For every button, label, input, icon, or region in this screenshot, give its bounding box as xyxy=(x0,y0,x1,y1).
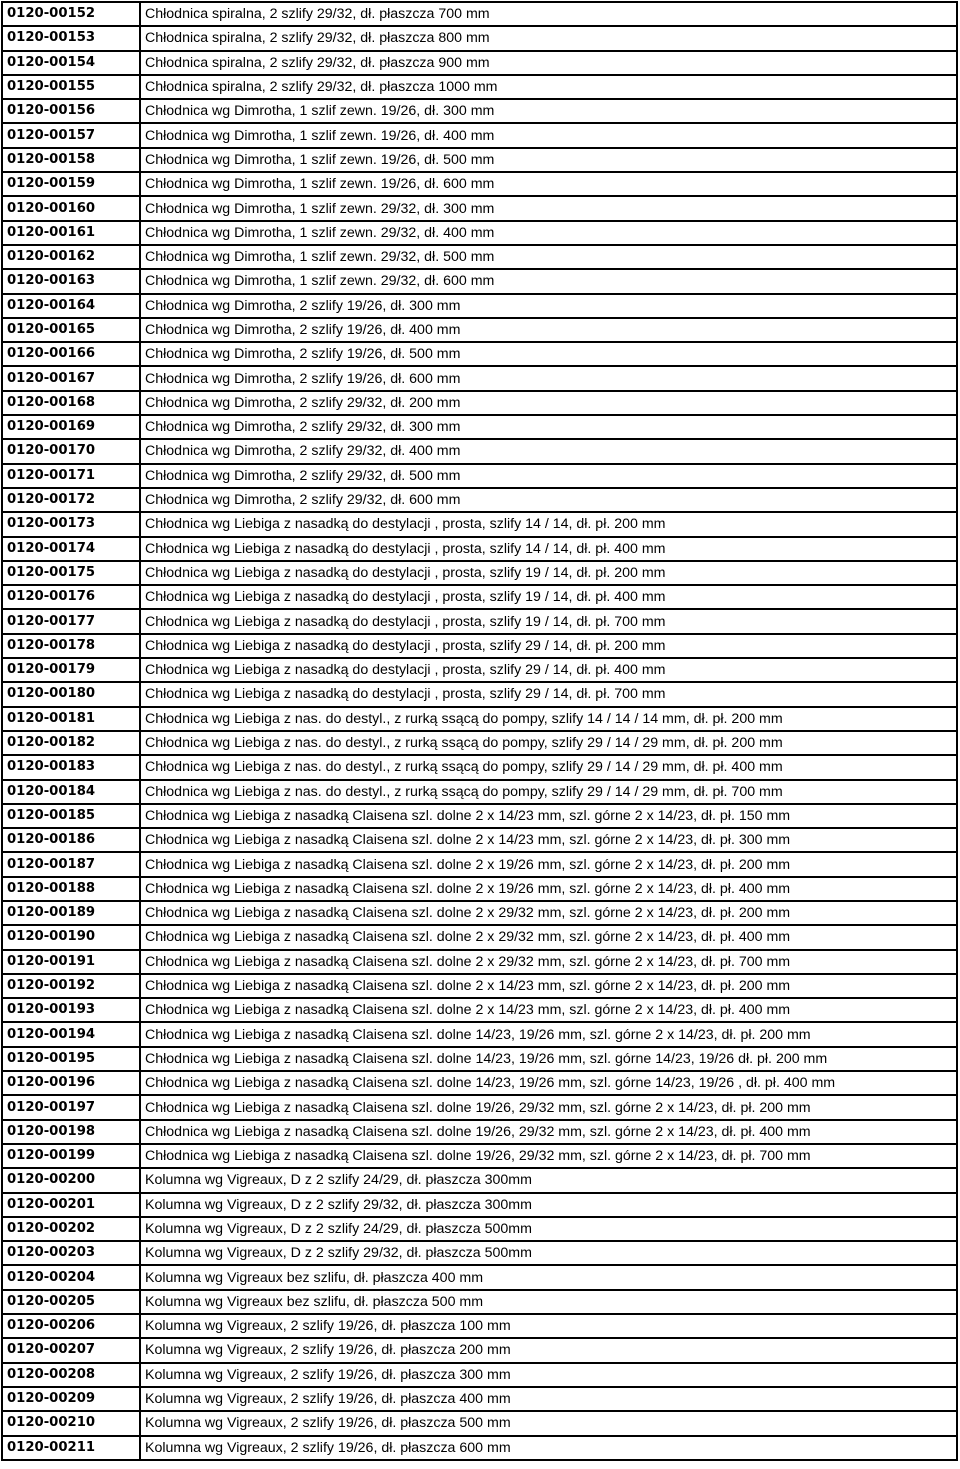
product-code-cell: 0120-00178 xyxy=(2,634,140,658)
product-description-cell: Chłodnica wg Dimrotha, 1 szlif zewn. 29/32, dł. 500 mm xyxy=(140,245,957,269)
product-description-cell: Chłodnica wg Liebiga z nasadką Claisena szl. dolne 19/26, 29/32 mm, szl. górne 2 x 14/23, dł. pł. 700 mm xyxy=(140,1144,957,1168)
table-row xyxy=(2,1168,957,1192)
product-description-cell: Chłodnica wg Dimrotha, 2 szlify 19/26, dł. 500 mm xyxy=(140,342,957,366)
table-row xyxy=(2,269,957,293)
table-row xyxy=(2,780,957,804)
product-code-cell: 0120-00153 xyxy=(2,26,140,50)
table-row xyxy=(2,196,957,220)
table-row xyxy=(2,1387,957,1411)
product-code-cell: 0120-00188 xyxy=(2,877,140,901)
product-description-cell: Chłodnica wg Liebiga z nasadką Claisena szl. dolne 2 x 14/23 mm, szl. górne 2 x 14/23, dł. pł. 400 mm xyxy=(140,998,957,1022)
product-description-cell: Chłodnica wg Liebiga z nasadką Claisena szl. dolne 14/23, 19/26 mm, szl. górne 2 x 14/23, dł. pł. 200 mm xyxy=(140,1022,957,1046)
product-code-cell: 0120-00167 xyxy=(2,366,140,390)
product-description-cell: Chłodnica wg Liebiga z nasadką Claisena szl. dolne 19/26, 29/32 mm, szl. górne 2 x 14/23, dł. pł. 200 mm xyxy=(140,1095,957,1119)
table-row xyxy=(2,172,957,196)
product-code-cell: 0120-00192 xyxy=(2,974,140,998)
product-code-cell: 0120-00172 xyxy=(2,488,140,512)
table-row xyxy=(2,925,957,949)
product-code-cell: 0120-00205 xyxy=(2,1290,140,1314)
product-code-cell: 0120-00209 xyxy=(2,1387,140,1411)
product-code-cell: 0120-00191 xyxy=(2,950,140,974)
product-description-cell: Kolumna wg Vigreaux, 2 szlify 19/26, dł. płaszcza 600 mm xyxy=(140,1436,957,1460)
product-description-cell: Chłodnica spiralna, 2 szlify 29/32, dł. płaszcza 700 mm xyxy=(140,2,957,26)
product-description-cell: Chłodnica wg Dimrotha, 2 szlify 29/32, dł. 200 mm xyxy=(140,391,957,415)
product-description-cell: Chłodnica wg Dimrotha, 1 szlif zewn. 19/26, dł. 300 mm xyxy=(140,99,957,123)
table-row xyxy=(2,123,957,147)
table-row xyxy=(2,366,957,390)
product-code-cell: 0120-00160 xyxy=(2,196,140,220)
product-code-cell: 0120-00204 xyxy=(2,1265,140,1289)
product-description-cell: Chłodnica wg Dimrotha, 2 szlify 19/26, dł. 600 mm xyxy=(140,366,957,390)
product-description-cell: Chłodnica wg Dimrotha, 2 szlify 29/32, dł. 300 mm xyxy=(140,415,957,439)
product-code-cell: 0120-00181 xyxy=(2,707,140,731)
table-row xyxy=(2,755,957,779)
product-description-cell: Kolumna wg Vigreaux, 2 szlify 19/26, dł. płaszcza 200 mm xyxy=(140,1338,957,1362)
product-code-cell: 0120-00157 xyxy=(2,123,140,147)
product-description-cell: Chłodnica wg Liebiga z nasadką Claisena szl. dolne 2 x 29/32 mm, szl. górne 2 x 14/23, dł. pł. 400 mm xyxy=(140,925,957,949)
product-code-cell: 0120-00185 xyxy=(2,804,140,828)
product-description-cell: Chłodnica wg Liebiga z nasadką Claisena szl. dolne 2 x 29/32 mm, szl. górne 2 x 14/23, dł. pł. 700 mm xyxy=(140,950,957,974)
product-code-cell: 0120-00208 xyxy=(2,1363,140,1387)
product-code-cell: 0120-00152 xyxy=(2,2,140,26)
product-code-cell: 0120-00183 xyxy=(2,755,140,779)
table-row xyxy=(2,609,957,633)
product-code-cell: 0120-00162 xyxy=(2,245,140,269)
table-row xyxy=(2,1144,957,1168)
table-row xyxy=(2,391,957,415)
product-code-cell: 0120-00184 xyxy=(2,780,140,804)
product-description-cell: Chłodnica wg Liebiga z nasadką Claisena szl. dolne 14/23, 19/26 mm, szl. górne 14/23, 19/26 dł. pł. 200 mm xyxy=(140,1047,957,1071)
table-row xyxy=(2,245,957,269)
product-description-cell: Chłodnica wg Liebiga z nasadką do destylacji , prosta, szlify 19 / 14, dł. pł. 200 mm xyxy=(140,561,957,585)
table-row xyxy=(2,1290,957,1314)
table-row xyxy=(2,99,957,123)
product-table xyxy=(1,1,958,1461)
product-description-cell: Chłodnica wg Liebiga z nasadką do destylacji , prosta, szlify 14 / 14, dł. pł. 400 mm xyxy=(140,537,957,561)
product-description-cell: Chłodnica wg Dimrotha, 2 szlify 29/32, dł. 400 mm xyxy=(140,439,957,463)
table-row xyxy=(2,148,957,172)
product-code-cell: 0120-00179 xyxy=(2,658,140,682)
product-description-cell: Chłodnica wg Dimrotha, 1 szlif zewn. 19/26, dł. 500 mm xyxy=(140,148,957,172)
product-code-cell: 0120-00168 xyxy=(2,391,140,415)
product-description-cell: Chłodnica spiralna, 2 szlify 29/32, dł. płaszcza 1000 mm xyxy=(140,75,957,99)
product-description-cell: Chłodnica wg Liebiga z nasadką Claisena szl. dolne 2 x 29/32 mm, szl. górne 2 x 14/23, dł. pł. 200 mm xyxy=(140,901,957,925)
product-description-cell: Chłodnica wg Liebiga z nasadką Claisena szl. dolne 2 x 14/23 mm, szl. górne 2 x 14/23, dł. pł. 150 mm xyxy=(140,804,957,828)
product-description-cell: Chłodnica spiralna, 2 szlify 29/32, dł. płaszcza 900 mm xyxy=(140,51,957,75)
product-code-cell: 0120-00186 xyxy=(2,828,140,852)
product-description-cell: Chłodnica wg Dimrotha, 2 szlify 19/26, dł. 400 mm xyxy=(140,318,957,342)
table-row xyxy=(2,342,957,366)
product-code-cell: 0120-00193 xyxy=(2,998,140,1022)
product-description-cell: Chłodnica wg Dimrotha, 2 szlify 19/26, dł. 300 mm xyxy=(140,294,957,318)
table-row xyxy=(2,1314,957,1338)
product-code-cell: 0120-00202 xyxy=(2,1217,140,1241)
product-description-cell: Chłodnica wg Liebiga z nasadką Claisena szl. dolne 2 x 14/23 mm, szl. górne 2 x 14/23, dł. pł. 200 mm xyxy=(140,974,957,998)
table-row xyxy=(2,658,957,682)
product-code-cell: 0120-00203 xyxy=(2,1241,140,1265)
table-row xyxy=(2,1047,957,1071)
product-description-cell: Chłodnica wg Liebiga z nasadką Claisena szl. dolne 2 x 14/23 mm, szl. górne 2 x 14/23, dł. pł. 300 mm xyxy=(140,828,957,852)
table-row xyxy=(2,75,957,99)
table-row xyxy=(2,1071,957,1095)
table-row xyxy=(2,1436,957,1460)
product-description-cell: Kolumna wg Vigreaux, D z 2 szlify 29/32, dł. płaszcza 300mm xyxy=(140,1193,957,1217)
product-code-cell: 0120-00190 xyxy=(2,925,140,949)
product-description-cell: Kolumna wg Vigreaux, 2 szlify 19/26, dł. płaszcza 100 mm xyxy=(140,1314,957,1338)
table-row xyxy=(2,1241,957,1265)
product-code-cell: 0120-00170 xyxy=(2,439,140,463)
product-code-cell: 0120-00163 xyxy=(2,269,140,293)
product-description-cell: Chłodnica wg Dimrotha, 2 szlify 29/32, dł. 500 mm xyxy=(140,464,957,488)
product-description-cell: Kolumna wg Vigreaux, D z 2 szlify 29/32, dł. płaszcza 500mm xyxy=(140,1241,957,1265)
table-row xyxy=(2,1095,957,1119)
table-row xyxy=(2,1265,957,1289)
product-description-cell: Chłodnica wg Liebiga z nasadką Claisena szl. dolne 2 x 19/26 mm, szl. górne 2 x 14/23, dł. pł. 400 mm xyxy=(140,877,957,901)
product-code-cell: 0120-00177 xyxy=(2,609,140,633)
table-row xyxy=(2,707,957,731)
product-code-cell: 0120-00211 xyxy=(2,1436,140,1460)
table-row xyxy=(2,1120,957,1144)
table-row xyxy=(2,877,957,901)
table-row xyxy=(2,1022,957,1046)
product-description-cell: Chłodnica wg Liebiga z nas. do destyl., z rurką ssącą do pompy, szlify 14 / 14 / 14 mm, dł. pł. 200 mm xyxy=(140,707,957,731)
product-code-cell: 0120-00156 xyxy=(2,99,140,123)
table-row xyxy=(2,2,957,26)
product-description-cell: Kolumna wg Vigreaux, 2 szlify 19/26, dł. płaszcza 400 mm xyxy=(140,1387,957,1411)
table-row xyxy=(2,512,957,536)
product-code-cell: 0120-00155 xyxy=(2,75,140,99)
product-code-cell: 0120-00174 xyxy=(2,537,140,561)
product-code-cell: 0120-00201 xyxy=(2,1193,140,1217)
product-code-cell: 0120-00166 xyxy=(2,342,140,366)
product-code-cell: 0120-00194 xyxy=(2,1022,140,1046)
table-row xyxy=(2,828,957,852)
product-code-cell: 0120-00165 xyxy=(2,318,140,342)
table-row xyxy=(2,901,957,925)
product-description-cell: Chłodnica wg Liebiga z nasadką Claisena szl. dolne 2 x 19/26 mm, szl. górne 2 x 14/23, dł. pł. 200 mm xyxy=(140,852,957,876)
product-description-cell: Chłodnica wg Liebiga z nasadką do destylacji , prosta, szlify 29 / 14, dł. pł. 200 mm xyxy=(140,634,957,658)
table-row xyxy=(2,415,957,439)
table-row xyxy=(2,1217,957,1241)
table-row xyxy=(2,51,957,75)
product-code-cell: 0120-00187 xyxy=(2,852,140,876)
product-description-cell: Chłodnica wg Dimrotha, 1 szlif zewn. 19/26, dł. 400 mm xyxy=(140,123,957,147)
product-code-cell: 0120-00196 xyxy=(2,1071,140,1095)
product-description-cell: Kolumna wg Vigreaux bez szlifu, dł. płaszcza 400 mm xyxy=(140,1265,957,1289)
table-row xyxy=(2,26,957,50)
product-table-body xyxy=(2,2,957,1460)
product-description-cell: Chłodnica wg Dimrotha, 1 szlif zewn. 29/32, dł. 300 mm xyxy=(140,196,957,220)
table-row xyxy=(2,294,957,318)
product-description-cell: Chłodnica wg Liebiga z nasadką Claisena szl. dolne 19/26, 29/32 mm, szl. górne 2 x 14/23, dł. pł. 400 mm xyxy=(140,1120,957,1144)
product-description-cell: Chłodnica spiralna, 2 szlify 29/32, dł. płaszcza 800 mm xyxy=(140,26,957,50)
product-code-cell: 0120-00175 xyxy=(2,561,140,585)
product-description-cell: Kolumna wg Vigreaux bez szlifu, dł. płaszcza 500 mm xyxy=(140,1290,957,1314)
product-code-cell: 0120-00158 xyxy=(2,148,140,172)
product-code-cell: 0120-00169 xyxy=(2,415,140,439)
product-description-cell: Kolumna wg Vigreaux, D z 2 szlify 24/29, dł. płaszcza 300mm xyxy=(140,1168,957,1192)
product-description-cell: Kolumna wg Vigreaux, 2 szlify 19/26, dł. płaszcza 300 mm xyxy=(140,1363,957,1387)
table-row xyxy=(2,537,957,561)
table-row xyxy=(2,1193,957,1217)
table-row xyxy=(2,464,957,488)
product-code-cell: 0120-00176 xyxy=(2,585,140,609)
product-description-cell: Chłodnica wg Liebiga z nasadką do destylacji , prosta, szlify 19 / 14, dł. pł. 400 mm xyxy=(140,585,957,609)
product-description-cell: Chłodnica wg Liebiga z nas. do destyl., z rurką ssącą do pompy, szlify 29 / 14 / 29 mm, dł. pł. 400 mm xyxy=(140,755,957,779)
product-code-cell: 0120-00198 xyxy=(2,1120,140,1144)
table-row xyxy=(2,488,957,512)
table-row xyxy=(2,439,957,463)
table-row xyxy=(2,561,957,585)
product-description-cell: Chłodnica wg Liebiga z nasadką do destylacji , prosta, szlify 29 / 14, dł. pł. 700 mm xyxy=(140,682,957,706)
table-row xyxy=(2,585,957,609)
table-row xyxy=(2,804,957,828)
product-code-cell: 0120-00189 xyxy=(2,901,140,925)
product-code-cell: 0120-00199 xyxy=(2,1144,140,1168)
product-description-cell: Kolumna wg Vigreaux, 2 szlify 19/26, dł. płaszcza 500 mm xyxy=(140,1411,957,1435)
product-description-cell: Chłodnica wg Dimrotha, 2 szlify 29/32, dł. 600 mm xyxy=(140,488,957,512)
product-code-cell: 0120-00197 xyxy=(2,1095,140,1119)
product-description-cell: Kolumna wg Vigreaux, D z 2 szlify 24/29, dł. płaszcza 500mm xyxy=(140,1217,957,1241)
product-description-cell: Chłodnica wg Dimrotha, 1 szlif zewn. 29/32, dł. 600 mm xyxy=(140,269,957,293)
product-code-cell: 0120-00200 xyxy=(2,1168,140,1192)
product-description-cell: Chłodnica wg Liebiga z nasadką Claisena szl. dolne 14/23, 19/26 mm, szl. górne 14/23, 19/26 , dł. pł. 400 mm xyxy=(140,1071,957,1095)
table-row xyxy=(2,221,957,245)
product-code-cell: 0120-00161 xyxy=(2,221,140,245)
product-code-cell: 0120-00180 xyxy=(2,682,140,706)
product-description-cell: Chłodnica wg Liebiga z nasadką do destylacji , prosta, szlify 14 / 14, dł. pł. 200 mm xyxy=(140,512,957,536)
table-row xyxy=(2,1338,957,1362)
product-code-cell: 0120-00195 xyxy=(2,1047,140,1071)
table-row xyxy=(2,1363,957,1387)
product-code-cell: 0120-00173 xyxy=(2,512,140,536)
table-row xyxy=(2,950,957,974)
product-code-cell: 0120-00182 xyxy=(2,731,140,755)
product-description-cell: Chłodnica wg Dimrotha, 1 szlif zewn. 19/26, dł. 600 mm xyxy=(140,172,957,196)
table-row xyxy=(2,731,957,755)
product-code-cell: 0120-00159 xyxy=(2,172,140,196)
product-code-cell: 0120-00210 xyxy=(2,1411,140,1435)
table-row xyxy=(2,682,957,706)
table-row xyxy=(2,634,957,658)
table-row xyxy=(2,974,957,998)
product-code-cell: 0120-00164 xyxy=(2,294,140,318)
table-row xyxy=(2,1411,957,1435)
table-row xyxy=(2,318,957,342)
product-description-cell: Chłodnica wg Liebiga z nas. do destyl., z rurką ssącą do pompy, szlify 29 / 14 / 29 mm, dł. pł. 200 mm xyxy=(140,731,957,755)
table-row xyxy=(2,998,957,1022)
product-code-cell: 0120-00154 xyxy=(2,51,140,75)
product-code-cell: 0120-00206 xyxy=(2,1314,140,1338)
table-row xyxy=(2,852,957,876)
product-description-cell: Chłodnica wg Liebiga z nasadką do destylacji , prosta, szlify 19 / 14, dł. pł. 700 mm xyxy=(140,609,957,633)
product-description-cell: Chłodnica wg Liebiga z nas. do destyl., z rurką ssącą do pompy, szlify 29 / 14 / 29 mm, dł. pł. 700 mm xyxy=(140,780,957,804)
product-code-cell: 0120-00171 xyxy=(2,464,140,488)
product-description-cell: Chłodnica wg Liebiga z nasadką do destylacji , prosta, szlify 29 / 14, dł. pł. 400 mm xyxy=(140,658,957,682)
product-code-cell: 0120-00207 xyxy=(2,1338,140,1362)
product-description-cell: Chłodnica wg Dimrotha, 1 szlif zewn. 29/32, dł. 400 mm xyxy=(140,221,957,245)
